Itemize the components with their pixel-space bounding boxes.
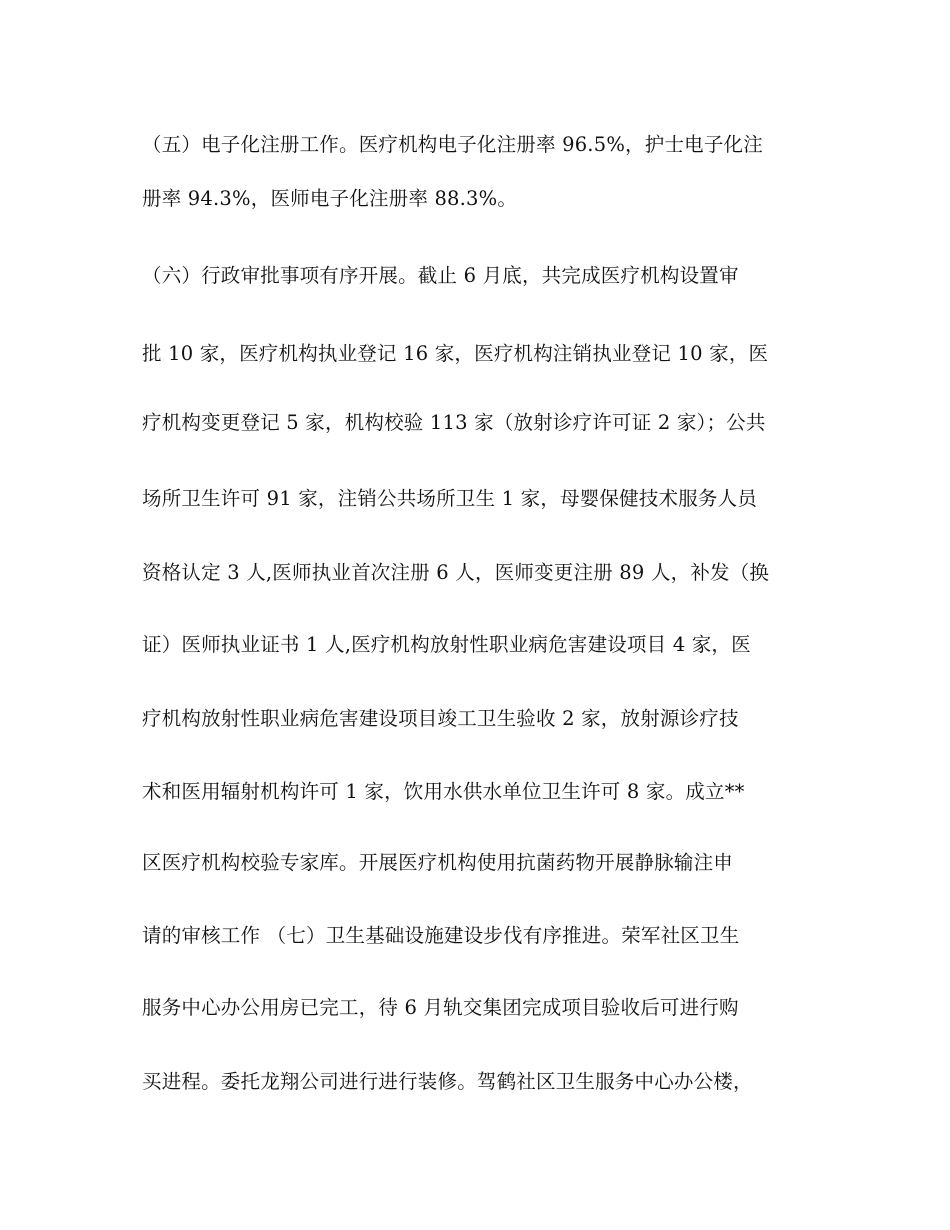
text-line: 册率 94.3%，医师电子化注册率 88.3%。 bbox=[142, 187, 518, 210]
text-line: 场所卫生许可 91 家，注销公共场所卫生 1 家，母婴保健技术服务人员 bbox=[142, 487, 758, 510]
text-line: （六）行政审批事项有序开展。截止 6 月底，共完成医疗机构设置审 bbox=[142, 264, 739, 287]
text-line: 批 10 家，医疗机构执业登记 16 家，医疗机构注销执业登记 10 家，医 bbox=[142, 342, 769, 365]
text-line: 术和医用辐射机构许可 1 家，饮用水供水单位卫生许可 8 家。成立** bbox=[142, 780, 745, 803]
text-line: 疗机构变更登记 5 家，机构校验 113 家（放射诊疗许可证 2 家）；公共 bbox=[142, 411, 766, 434]
text-line: 资格认定 3 人,医师执业首次注册 6 人，医师变更注册 89 人，补发（换 bbox=[142, 561, 770, 584]
text-line: （五）电子化注册工作。医疗机构电子化注册率 96.5%，护士电子化注 bbox=[142, 133, 763, 156]
text-line: 疗机构放射性职业病危害建设项目竣工卫生验收 2 家，放射源诊疗技 bbox=[142, 707, 739, 730]
text-line: 服务中心办公用房已完工，待 6 月轨交集团完成项目验收后可进行购 bbox=[142, 996, 739, 1019]
text-line: 证）医师执业证书 1 人,医疗机构放射性职业病危害建设项目 4 家，医 bbox=[142, 633, 751, 656]
text-line: 买进程。委托龙翔公司进行进行装修。驾鹤社区卫生服务中心办公楼， bbox=[142, 1070, 753, 1093]
text-line: 请的审核工作 （七）卫生基础设施建设步伐有序推进。荣军社区卫生 bbox=[142, 924, 740, 947]
text-line: 区医疗机构校验专家库。开展医疗机构使用抗菌药物开展静脉输注申 bbox=[142, 851, 734, 874]
